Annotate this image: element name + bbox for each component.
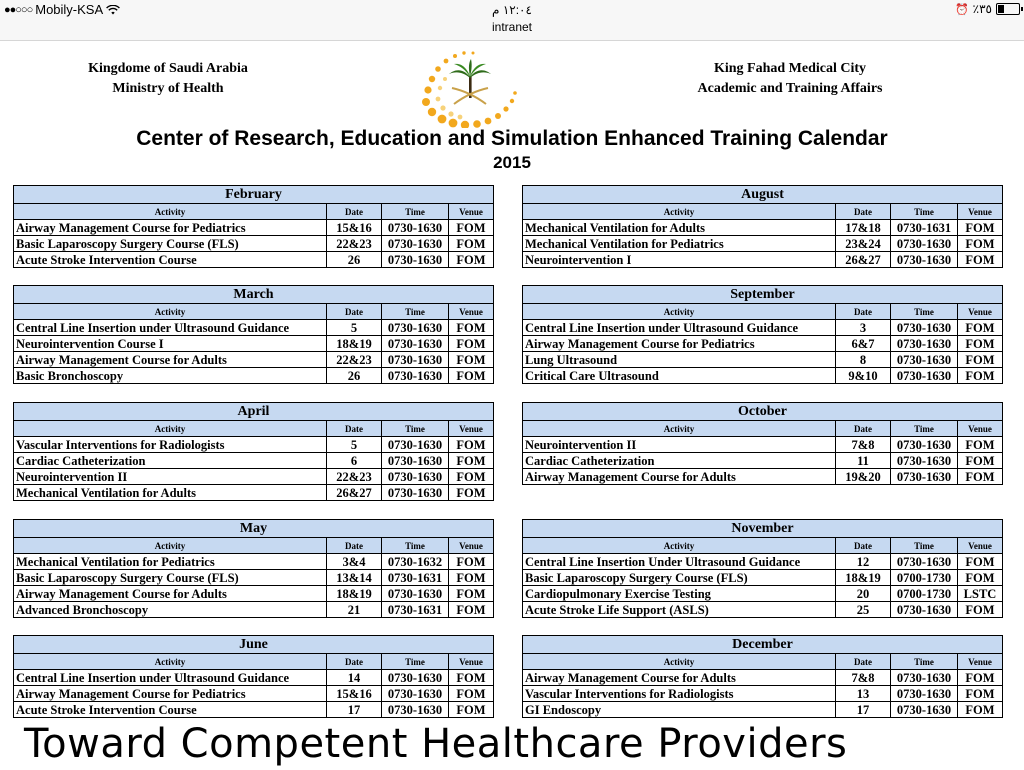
activity-cell: Neurointervention II [523, 437, 836, 453]
month-table-june [13, 635, 494, 718]
calendar-year: 2015 [493, 153, 531, 172]
column-header-date: Date [836, 304, 891, 320]
column-header-venue: Venue [958, 304, 1003, 320]
month-table-april [13, 402, 494, 501]
date-cell: 18&19 [836, 570, 891, 586]
date-cell: 17 [836, 702, 891, 718]
column-header-date: Date [836, 538, 891, 554]
table-row [14, 702, 494, 718]
column-header-venue: Venue [449, 654, 494, 670]
time-cell: 0730-1630 [382, 368, 449, 384]
month-table-may [13, 519, 494, 618]
column-header-date: Date [327, 538, 382, 554]
month-table-august [522, 185, 1003, 268]
column-header-date: Date [327, 421, 382, 437]
venue-cell: FOM [449, 236, 494, 252]
venue-cell: FOM [449, 485, 494, 501]
month-title: April [14, 403, 494, 421]
venue-cell: FOM [958, 453, 1003, 469]
column-header-activity: Activity [14, 538, 327, 554]
time-cell: 0730-1630 [382, 586, 449, 602]
venue-cell: FOM [958, 570, 1003, 586]
ministry-heading [62, 59, 274, 99]
date-cell: 13 [836, 686, 891, 702]
venue-cell: FOM [449, 320, 494, 336]
venue-cell: FOM [449, 220, 494, 236]
column-header-venue: Venue [449, 304, 494, 320]
time-cell: 0730-1630 [891, 602, 958, 618]
column-header-time: Time [891, 654, 958, 670]
month-title: October [523, 403, 1003, 421]
venue-cell: FOM [958, 702, 1003, 718]
date-cell: 26&27 [327, 485, 382, 501]
date-cell: 7&8 [836, 437, 891, 453]
column-header-activity: Activity [523, 421, 836, 437]
column-header-time: Time [891, 421, 958, 437]
column-header-activity: Activity [14, 204, 327, 220]
venue-cell: FOM [449, 252, 494, 268]
activity-cell: Central Line Insertion under Ultrasound Guidance [14, 320, 327, 336]
venue-cell: FOM [958, 352, 1003, 368]
month-title: May [14, 520, 494, 538]
activity-cell: Airway Management Course for Pediatrics [14, 220, 327, 236]
activity-cell: Airway Management Course for Adults [523, 469, 836, 485]
time-cell: 0730-1630 [382, 453, 449, 469]
time-cell: 0730-1630 [382, 485, 449, 501]
time-cell: 0730-1630 [382, 320, 449, 336]
activity-cell: Basic Laparoscopy Surgery Course (FLS) [523, 570, 836, 586]
time-cell: 0730-1630 [891, 554, 958, 570]
table-row [14, 368, 494, 384]
time-cell: 0730-1630 [382, 670, 449, 686]
date-cell: 21 [327, 602, 382, 618]
venue-cell: FOM [958, 236, 1003, 252]
month-table-december [522, 635, 1003, 718]
table-row [14, 602, 494, 618]
venue-cell: FOM [958, 336, 1003, 352]
month-table-february [13, 185, 494, 268]
activity-cell: Acute Stroke Life Support (ASLS) [523, 602, 836, 618]
activity-cell: Neurointervention I [523, 252, 836, 268]
status-right [955, 2, 1020, 16]
kfmc-heading [676, 59, 904, 99]
column-header-date: Date [327, 204, 382, 220]
date-cell: 9&10 [836, 368, 891, 384]
activity-cell: Vascular Interventions for Radiologists [523, 686, 836, 702]
column-header-venue: Venue [958, 204, 1003, 220]
time-cell: 0730-1630 [891, 336, 958, 352]
time-cell: 0730-1632 [382, 554, 449, 570]
alarm-icon: ⏰ [954, 3, 969, 16]
url-bar[interactable]: intranet [491, 20, 533, 34]
venue-cell: FOM [449, 352, 494, 368]
date-cell: 18&19 [327, 336, 382, 352]
status-time: ١٢:٠٤ م [492, 3, 532, 17]
time-cell: 0730-1630 [382, 336, 449, 352]
date-cell: 11 [836, 453, 891, 469]
venue-cell: FOM [449, 368, 494, 384]
venue-cell: FOM [449, 570, 494, 586]
venue-cell: FOM [958, 368, 1003, 384]
venue-cell: FOM [449, 602, 494, 618]
date-cell: 6 [327, 453, 382, 469]
venue-cell: FOM [958, 469, 1003, 485]
table-row [523, 220, 1003, 236]
table-row [523, 702, 1003, 718]
venue-cell: FOM [449, 670, 494, 686]
footer-slogan: Toward Competent Healthcare Providers [24, 721, 848, 767]
table-row [14, 686, 494, 702]
time-cell: 0730-1630 [891, 352, 958, 368]
date-cell: 6&7 [836, 336, 891, 352]
activity-cell: Mechanical Ventilation for Pediatrics [523, 236, 836, 252]
venue-cell: FOM [449, 437, 494, 453]
date-cell: 3&4 [327, 554, 382, 570]
time-cell: 0730-1630 [382, 686, 449, 702]
venue-cell: FOM [449, 469, 494, 485]
date-cell: 26 [327, 252, 382, 268]
activity-cell: Cardiac Catheterization [14, 453, 327, 469]
table-row [14, 220, 494, 236]
venue-cell: FOM [449, 554, 494, 570]
activity-cell: Airway Management Course for Adults [523, 670, 836, 686]
table-row [523, 586, 1003, 602]
time-cell: 0730-1631 [891, 220, 958, 236]
table-row [14, 453, 494, 469]
time-cell: 0730-1630 [382, 252, 449, 268]
venue-cell: FOM [449, 586, 494, 602]
activity-cell: Neurointervention II [14, 469, 327, 485]
time-cell: 0730-1630 [891, 437, 958, 453]
table-row [523, 469, 1003, 485]
activity-cell: Acute Stroke Intervention Course [14, 252, 327, 268]
activity-cell: Airway Management Course for Pediatrics [523, 336, 836, 352]
venue-cell: FOM [958, 554, 1003, 570]
column-header-date: Date [327, 654, 382, 670]
time-cell: 0730-1630 [891, 469, 958, 485]
table-row [523, 252, 1003, 268]
date-cell: 22&23 [327, 469, 382, 485]
battery-percent: ٪٣٥ [972, 2, 992, 16]
table-row [14, 570, 494, 586]
venue-cell: FOM [449, 336, 494, 352]
battery-icon [996, 3, 1020, 15]
venue-cell: FOM [449, 686, 494, 702]
activity-cell: Acute Stroke Intervention Course [14, 702, 327, 718]
venue-cell: LSTC [958, 586, 1003, 602]
activity-cell: Central Line Insertion under Ultrasound Guidance [523, 320, 836, 336]
table-row [523, 554, 1003, 570]
column-header-venue: Venue [449, 421, 494, 437]
column-header-date: Date [836, 204, 891, 220]
column-header-venue: Venue [958, 654, 1003, 670]
time-cell: 0730-1630 [891, 453, 958, 469]
date-cell: 17&18 [836, 220, 891, 236]
column-header-time: Time [891, 204, 958, 220]
activity-cell: Mechanical Ventilation for Adults [14, 485, 327, 501]
table-row [14, 670, 494, 686]
activity-cell: Basic Bronchoscopy [14, 368, 327, 384]
activity-cell: Airway Management Course for Pediatrics [14, 686, 327, 702]
venue-cell: FOM [449, 702, 494, 718]
date-cell: 26&27 [836, 252, 891, 268]
date-cell: 7&8 [836, 670, 891, 686]
month-table-march [13, 285, 494, 384]
column-header-activity: Activity [14, 304, 327, 320]
month-title: November [523, 520, 1003, 538]
table-row [14, 352, 494, 368]
activity-cell: Lung Ultrasound [523, 352, 836, 368]
column-header-activity: Activity [523, 654, 836, 670]
activity-cell: Vascular Interventions for Radiologists [14, 437, 327, 453]
venue-cell: FOM [958, 320, 1003, 336]
date-cell: 15&16 [327, 220, 382, 236]
venue-cell: FOM [958, 252, 1003, 268]
column-header-activity: Activity [523, 204, 836, 220]
time-cell: 0730-1630 [891, 368, 958, 384]
time-cell: 0730-1630 [382, 469, 449, 485]
column-header-time: Time [382, 538, 449, 554]
activity-cell: Mechanical Ventilation for Adults [523, 220, 836, 236]
activity-cell: Basic Laparoscopy Surgery Course (FLS) [14, 236, 327, 252]
month-title: June [14, 636, 494, 654]
table-row [523, 602, 1003, 618]
table-row [14, 320, 494, 336]
time-cell: 0700-1730 [891, 570, 958, 586]
column-header-time: Time [382, 304, 449, 320]
table-row [523, 670, 1003, 686]
date-cell: 5 [327, 437, 382, 453]
date-cell: 26 [327, 368, 382, 384]
activity-cell: Central Line Insertion Under Ultrasound Guidance [523, 554, 836, 570]
activity-cell: Neurointervention Course I [14, 336, 327, 352]
table-row [523, 686, 1003, 702]
date-cell: 15&16 [327, 686, 382, 702]
date-cell: 23&24 [836, 236, 891, 252]
venue-cell: FOM [958, 220, 1003, 236]
column-header-time: Time [382, 654, 449, 670]
table-row [14, 586, 494, 602]
venue-cell: FOM [958, 437, 1003, 453]
column-header-activity: Activity [523, 538, 836, 554]
month-title: December [523, 636, 1003, 654]
carrier-name: Mobily-KSA [35, 2, 104, 17]
time-cell: 0730-1630 [891, 686, 958, 702]
time-cell: 0730-1630 [891, 252, 958, 268]
month-table-september [522, 285, 1003, 384]
date-cell: 20 [836, 586, 891, 602]
table-row [14, 554, 494, 570]
academic-affairs-label: Academic and Training Affairs [697, 81, 883, 96]
status-center [0, 2, 1024, 36]
date-cell: 25 [836, 602, 891, 618]
table-row [523, 236, 1003, 252]
time-cell: 0730-1631 [382, 570, 449, 586]
table-row [523, 320, 1003, 336]
kfmc-logo-icon [418, 50, 522, 128]
time-cell: 0730-1630 [891, 320, 958, 336]
time-cell: 0730-1630 [891, 236, 958, 252]
time-cell: 0730-1631 [382, 602, 449, 618]
kfmc-label: King Fahad Medical City [713, 61, 867, 76]
date-cell: 5 [327, 320, 382, 336]
time-cell: 0730-1630 [382, 236, 449, 252]
activity-cell: Cardiac Catheterization [523, 453, 836, 469]
column-header-activity: Activity [523, 304, 836, 320]
table-row [14, 252, 494, 268]
venue-cell: FOM [449, 453, 494, 469]
table-row [523, 352, 1003, 368]
date-cell: 22&23 [327, 352, 382, 368]
column-header-date: Date [327, 304, 382, 320]
ministry-label: Ministry of Health [112, 81, 224, 96]
time-cell: 0730-1630 [382, 702, 449, 718]
page-title: Center of Research, Education and Simulation Enhanced Training Calendar [136, 127, 888, 150]
column-header-activity: Activity [14, 421, 327, 437]
time-cell: 0730-1630 [382, 352, 449, 368]
month-title: August [523, 186, 1003, 204]
month-table-november [522, 519, 1003, 618]
column-header-venue: Venue [449, 538, 494, 554]
column-header-venue: Venue [958, 538, 1003, 554]
activity-cell: Cardiopulmonary Exercise Testing [523, 586, 836, 602]
date-cell: 22&23 [327, 236, 382, 252]
table-row [523, 336, 1003, 352]
column-header-time: Time [382, 421, 449, 437]
month-title: February [14, 186, 494, 204]
activity-cell: Mechanical Ventilation for Pediatrics [14, 554, 327, 570]
time-cell: 0730-1630 [891, 702, 958, 718]
time-cell: 0730-1630 [382, 220, 449, 236]
date-cell: 12 [836, 554, 891, 570]
activity-cell: Advanced Bronchoscopy [14, 602, 327, 618]
column-header-activity: Activity [14, 654, 327, 670]
date-cell: 8 [836, 352, 891, 368]
table-row [523, 570, 1003, 586]
month-table-october [522, 402, 1003, 485]
activity-cell: Airway Management Course for Adults [14, 352, 327, 368]
kingdom-label: Kingdome of Saudi Arabia [88, 61, 248, 76]
status-bar [0, 0, 1024, 41]
date-cell: 18&19 [327, 586, 382, 602]
table-row [14, 485, 494, 501]
month-title: March [14, 286, 494, 304]
signal-strength-icon: ●●○○○ [4, 3, 33, 16]
date-cell: 13&14 [327, 570, 382, 586]
venue-cell: FOM [958, 670, 1003, 686]
column-header-venue: Venue [449, 204, 494, 220]
column-header-date: Date [836, 421, 891, 437]
column-header-time: Time [891, 538, 958, 554]
date-cell: 3 [836, 320, 891, 336]
time-cell: 0730-1630 [891, 670, 958, 686]
activity-cell: Airway Management Course for Adults [14, 586, 327, 602]
table-row [14, 469, 494, 485]
date-cell: 17 [327, 702, 382, 718]
table-row [523, 453, 1003, 469]
date-cell: 19&20 [836, 469, 891, 485]
column-header-time: Time [382, 204, 449, 220]
column-header-venue: Venue [958, 421, 1003, 437]
table-row [14, 437, 494, 453]
table-row [14, 236, 494, 252]
activity-cell: GI Endoscopy [523, 702, 836, 718]
table-row [523, 437, 1003, 453]
time-cell: 0730-1630 [382, 437, 449, 453]
month-title: September [523, 286, 1003, 304]
time-cell: 0700-1730 [891, 586, 958, 602]
table-row [523, 368, 1003, 384]
activity-cell: Basic Laparoscopy Surgery Course (FLS) [14, 570, 327, 586]
date-cell: 14 [327, 670, 382, 686]
column-header-date: Date [836, 654, 891, 670]
activity-cell: Critical Care Ultrasound [523, 368, 836, 384]
venue-cell: FOM [958, 602, 1003, 618]
activity-cell: Central Line Insertion under Ultrasound Guidance [14, 670, 327, 686]
column-header-time: Time [891, 304, 958, 320]
venue-cell: FOM [958, 686, 1003, 702]
table-row [14, 336, 494, 352]
